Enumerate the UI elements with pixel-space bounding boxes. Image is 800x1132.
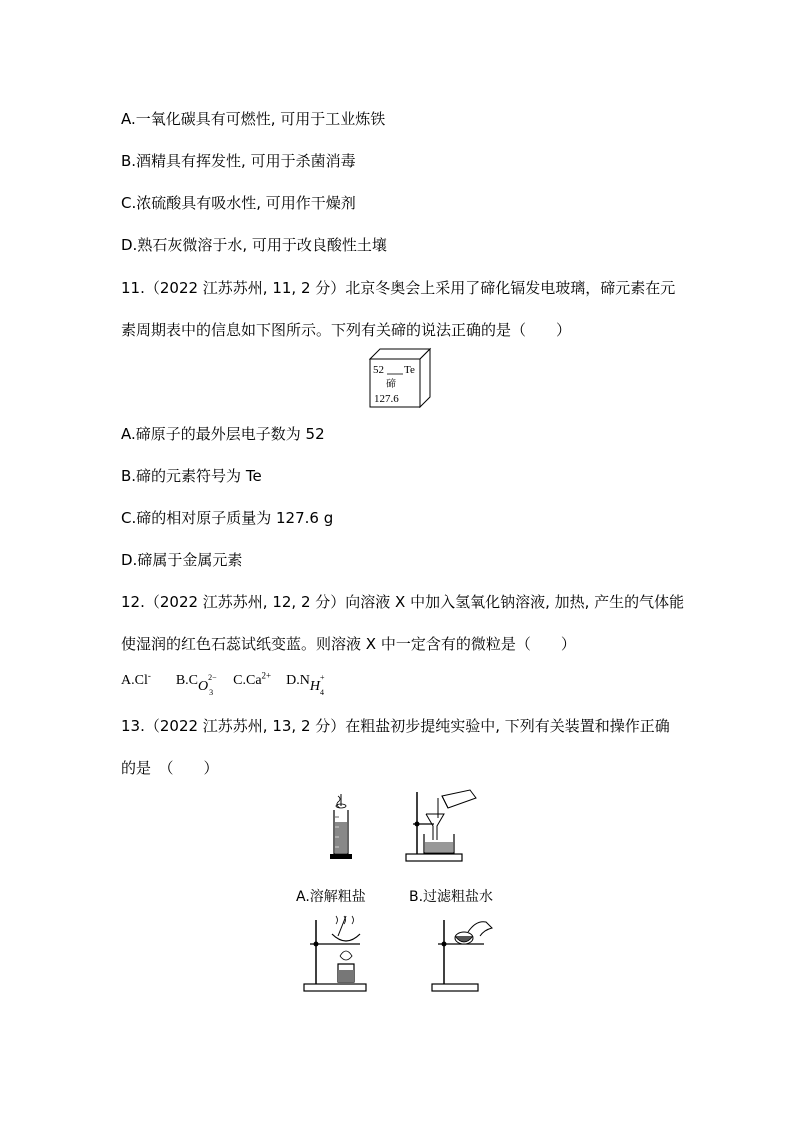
q10-option-b: B.酒精具有挥发性, 可用于杀菌消毒 bbox=[121, 152, 356, 170]
q11-option-c: C.碲的相对原子质量为 127.6 g bbox=[121, 509, 334, 527]
q12-options-row bbox=[121, 665, 328, 697]
element-tile-tellurium bbox=[367, 346, 433, 408]
q12-option-c: $C.Ca^{2+}$ bbox=[233, 670, 272, 688]
q11-stem-line1: 11.（2022 江苏苏州, 11, 2 分）北京冬奥会上采用了碲化镉发电玻璃，碲元素在元 bbox=[121, 279, 676, 297]
element-atomic-mass: 127.6 bbox=[374, 393, 399, 405]
q12-stem-line1: 12.（2022 江苏苏州, 12, 2 分）向溶液 X 中加入氢氧化钠溶液, 加热, 产生的气体能 bbox=[121, 593, 685, 611]
filtration-apparatus-figure bbox=[404, 784, 480, 864]
q12-option-a: A.Cl- bbox=[121, 670, 151, 688]
dissolving-apparatus-figure bbox=[326, 792, 356, 862]
q10-option-c: C.浓硫酸具有吸水性, 可用作干燥剂 bbox=[121, 194, 356, 212]
caption-b: B.过滤粗盐水 bbox=[409, 889, 494, 905]
q10-option-d: D.熟石灰微溶于水, 可用于改良酸性土壤 bbox=[121, 236, 387, 254]
q12-option-b: B.CO 2− 3 bbox=[175, 672, 217, 697]
q11-option-d: D.碲属于金属元素 bbox=[121, 551, 243, 569]
caption-a: A.溶解粗盐 bbox=[296, 889, 366, 905]
element-atomic-number: 52 bbox=[373, 364, 384, 376]
q11-option-b: B.碲的元素符号为 Te bbox=[121, 467, 262, 485]
q12-stem-line2: 使湿润的红色石蕊试纸变蓝。则溶液 X 中一定含有的微粒是（ ） bbox=[121, 635, 576, 653]
q10-option-a: A.一氧化碳具有可燃性, 可用于工业炼铁 bbox=[121, 110, 386, 128]
q11-stem-line2: 素周期表中的信息如下图所示。下列有关碲的说法正确的是（ ） bbox=[121, 321, 572, 339]
balance-apparatus-figure bbox=[430, 912, 494, 994]
element-name: 碲 bbox=[386, 379, 396, 390]
evaporation-apparatus-figure bbox=[302, 912, 374, 994]
q11-option-a: A.碲原子的最外层电子数为 52 bbox=[121, 425, 325, 443]
q13-stem-line2: 的是 （ ） bbox=[121, 759, 219, 777]
element-symbol: Te bbox=[404, 364, 415, 376]
q13-stem-line1: 13.（2022 江苏苏州, 13, 2 分）在粗盐初步提纯实验中, 下列有关装置和操作正确 bbox=[121, 717, 670, 735]
q12-option-d: D.NH + 4 bbox=[286, 672, 325, 697]
